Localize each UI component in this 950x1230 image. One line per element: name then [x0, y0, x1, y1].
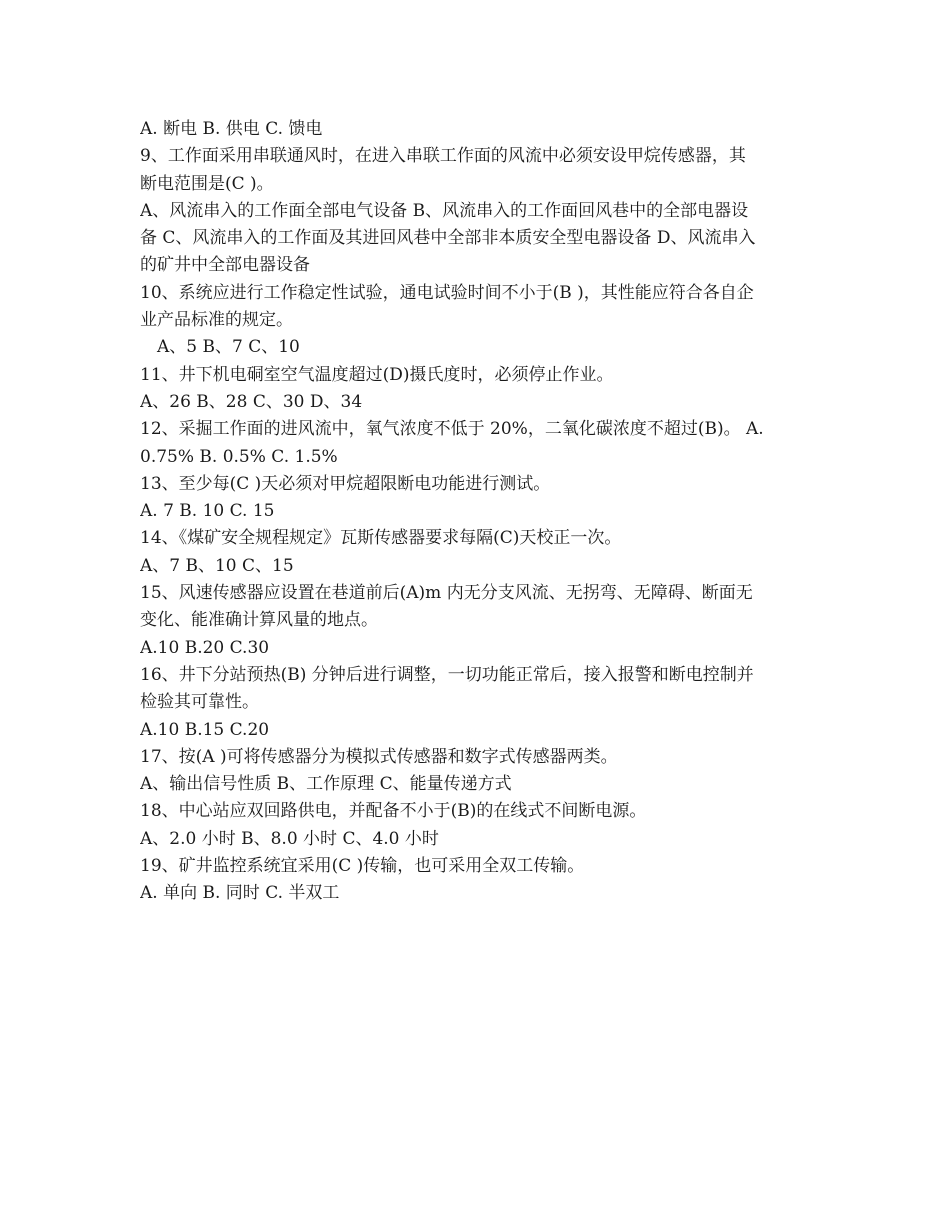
- text-line: 检验其可靠性。: [140, 692, 259, 713]
- text-line: A、2.0 小时 B、8.0 小时 C、4.0 小时: [140, 828, 439, 849]
- text-line: 业产品标准的规定。: [140, 310, 293, 331]
- text-line: A、26 B、28 C、30 D、34: [140, 391, 363, 412]
- text-line: 备 C、风流串入的工作面及其进回风巷中全部非本质安全型电器设备 D、风流串入: [140, 228, 756, 249]
- text-line: A.10 B.15 C.20: [140, 719, 270, 740]
- text-line: 9、工作面采用串联通风时，在进入串联工作面的风流中必须安设甲烷传感器，其: [140, 146, 746, 167]
- text-line: A. 7 B. 10 C. 15: [140, 501, 275, 522]
- text-line: 14、《煤矿安全规程规定》瓦斯传感器要求每隔(C)天校正一次。: [140, 528, 622, 549]
- text-line: 10、系统应进行工作稳定性试验，通电试验时间不小于(B )，其性能应符合各自企: [140, 282, 754, 303]
- text-line: 断电范围是(C )。: [140, 173, 274, 194]
- text-line: 19、矿井监控系统宜采用(C )传输，也可采用全双工传输。: [140, 856, 585, 877]
- text-line: A. 单向 B. 同时 C. 半双工: [140, 883, 340, 904]
- document-body: [140, 116, 815, 908]
- text-line: 0.75% B. 0.5% C. 1.5%: [140, 446, 338, 467]
- text-line: 17、按(A )可将传感器分为模拟式传感器和数字式传感器两类。: [140, 746, 618, 767]
- text-line: A.10 B.20 C.30: [140, 637, 270, 658]
- text-line: A. 断电 B. 供电 C. 馈电: [140, 119, 323, 139]
- text-line: 16、井下分站预热(B) 分钟后进行调整，一切功能正常后，接入报警和断电控制并: [140, 664, 754, 685]
- text-line: 15、风速传感器应设置在巷道前后(A)m 内无分支风流、无拐弯、无障碍、断面无: [140, 583, 753, 604]
- text-line: A、风流串入的工作面全部电气设备 B、风流串入的工作面回风巷中的全部电器设: [140, 200, 749, 221]
- text-line: A、5 B、7 C、10: [157, 337, 300, 358]
- text-line: 18、中心站应双回路供电，并配备不小于(B)的在线式不间断电源。: [140, 801, 647, 822]
- text-line: 变化、能准确计算风量的地点。: [140, 610, 378, 631]
- text-line: 的矿井中全部电器设备: [140, 255, 310, 276]
- text-line: 13、至少每(C )天必须对甲烷超限断电功能进行测试。: [140, 473, 551, 494]
- text-line: A、输出信号性质 B、工作原理 C、能量传递方式: [140, 774, 512, 795]
- text-line: A、7 B、10 C、15: [140, 555, 294, 576]
- text-line: 12、采掘工作面的进风流中，氧气浓度不低于 20%，二氧化碳浓度不超过(B)。 A.: [140, 419, 764, 440]
- text-line: 11、井下机电硐室空气温度超过(D)摄氏度时，必须停止作业。: [140, 364, 614, 385]
